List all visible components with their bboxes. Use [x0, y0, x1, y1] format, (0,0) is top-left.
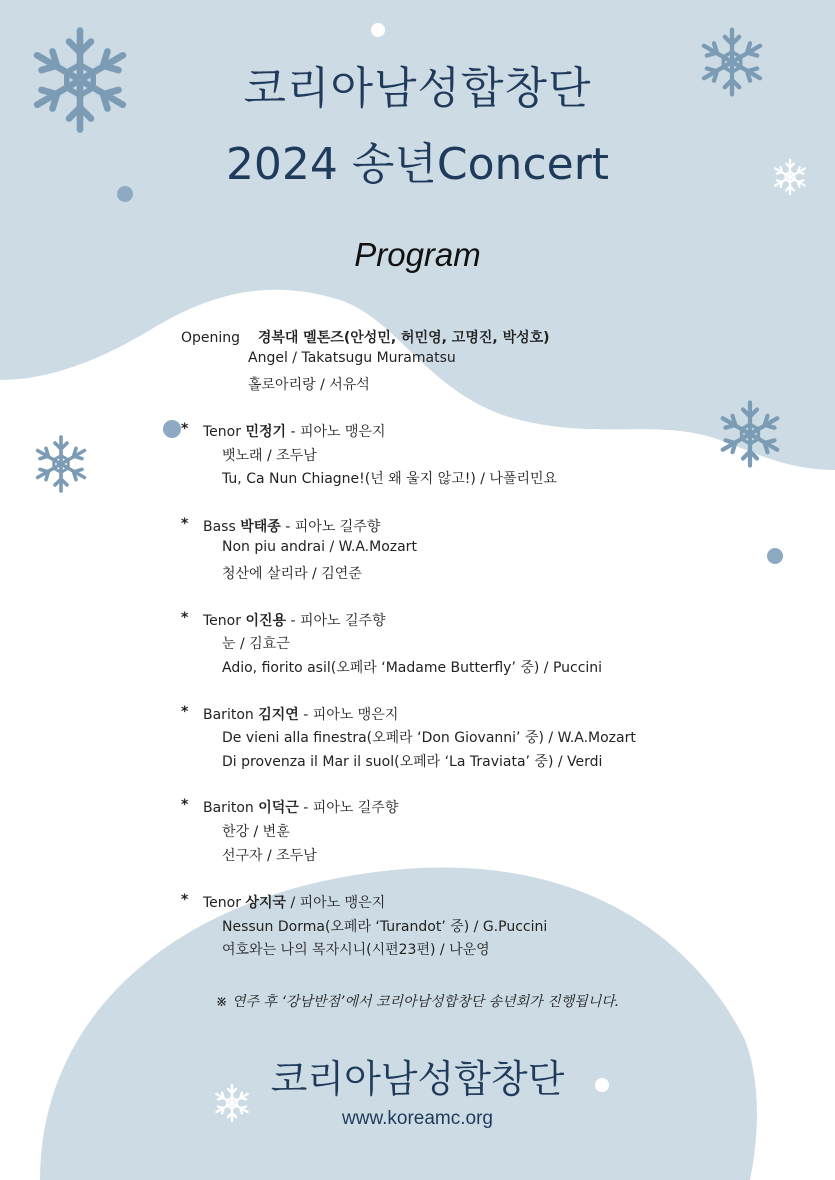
opening-line	[181, 327, 550, 347]
piece-line: Adio, fiorito asil(오페라 ‘Madame Butterfly’ 중) / Puccini	[222, 660, 603, 676]
closing-note: ※ 연주 후 ‘강남반점’에서 코리아남성합창단 송년회가 진행됩니다.	[215, 994, 620, 1010]
footer-title: 코리아남성합창단	[270, 1057, 565, 1101]
piece-line: De vieni alla finestra(오페라 ‘Don Giovanni’ 중) / W.A.Mozart	[222, 730, 636, 746]
piece-line: Angel / Takatsugu Muramatsu	[248, 350, 456, 366]
accompanist: - 피아노 맹은지	[298, 707, 399, 723]
accompanist: - 피아노 길주향	[286, 613, 386, 629]
voice-part: Tenor	[203, 424, 241, 440]
opening-performer: 경복대 멜톤즈(안성민, 허민영, 고명진, 박성호)	[257, 330, 550, 346]
voice-part: Bariton	[203, 707, 254, 723]
performer-name: 김지연	[258, 707, 299, 723]
piece-line: 뱃노래 / 조두남	[222, 448, 317, 464]
performer-line	[203, 421, 386, 441]
piece-line: 선구자 / 조두남	[222, 848, 317, 864]
accompanist: / 피아노 맹은지	[286, 895, 386, 911]
concert-subtitle: 2024 송년Concert	[225, 139, 610, 190]
performer-name: 이덕근	[258, 800, 299, 816]
piece-line: Non piu andrai / W.A.Mozart	[222, 539, 417, 555]
snowflake-icon	[38, 437, 85, 491]
performer-line	[203, 797, 398, 817]
decor-dot	[371, 23, 385, 37]
performer-line	[203, 704, 398, 724]
piece-line: Tu, Ca Nun Chiagne!(넌 왜 울지 않고!) / 나폴리민요	[222, 471, 558, 487]
bullet: *	[181, 797, 189, 813]
voice-part: Tenor	[203, 895, 241, 911]
piece-line: Nessun Dorma(오페라 ‘Turandot’ 중) / G.Puccini	[222, 919, 548, 935]
performer-name: 상지국	[245, 895, 287, 911]
piece-line: 눈 / 김효근	[222, 636, 290, 652]
accompanist: - 피아노 맹은지	[286, 424, 386, 440]
performer-line	[203, 610, 386, 630]
voice-part: Tenor	[203, 613, 241, 629]
bottom-hill-shape	[40, 868, 757, 1180]
decor-dot	[163, 420, 181, 438]
accompanist: - 피아노 길주향	[280, 519, 381, 535]
website-link[interactable]: www.koreamc.org	[342, 1108, 493, 1129]
piece-line: 한강 / 변훈	[222, 824, 290, 840]
performer-line	[203, 892, 385, 912]
performer-name: 박태종	[240, 519, 281, 535]
accompanist: - 피아노 길주향	[298, 800, 399, 816]
performer-line	[203, 516, 380, 536]
program-heading: Program	[354, 236, 481, 273]
voice-part: Bass	[203, 519, 236, 535]
bullet: *	[181, 892, 189, 908]
bullet: *	[181, 421, 189, 437]
page-title: 코리아남성합창단	[243, 63, 592, 114]
bullet: *	[181, 704, 189, 720]
performer-name: 이진용	[245, 613, 287, 629]
piece-line: 홀로아리랑 / 서유석	[248, 377, 370, 393]
performer-name: 민정기	[245, 424, 287, 440]
piece-line: 여호와는 나의 목자시니(시편23편) / 나운영	[222, 942, 490, 958]
bullet: *	[181, 610, 189, 626]
opening-label: Opening	[181, 330, 241, 346]
piece-line: Di provenza il Mar il suol(오페라 ‘La Traviata’ 중) / Verdi	[222, 754, 603, 770]
bullet: *	[181, 516, 189, 532]
voice-part: Bariton	[203, 800, 254, 816]
piece-line: 청산에 살리라 / 김연준	[222, 566, 362, 582]
decor-dot	[767, 548, 783, 564]
